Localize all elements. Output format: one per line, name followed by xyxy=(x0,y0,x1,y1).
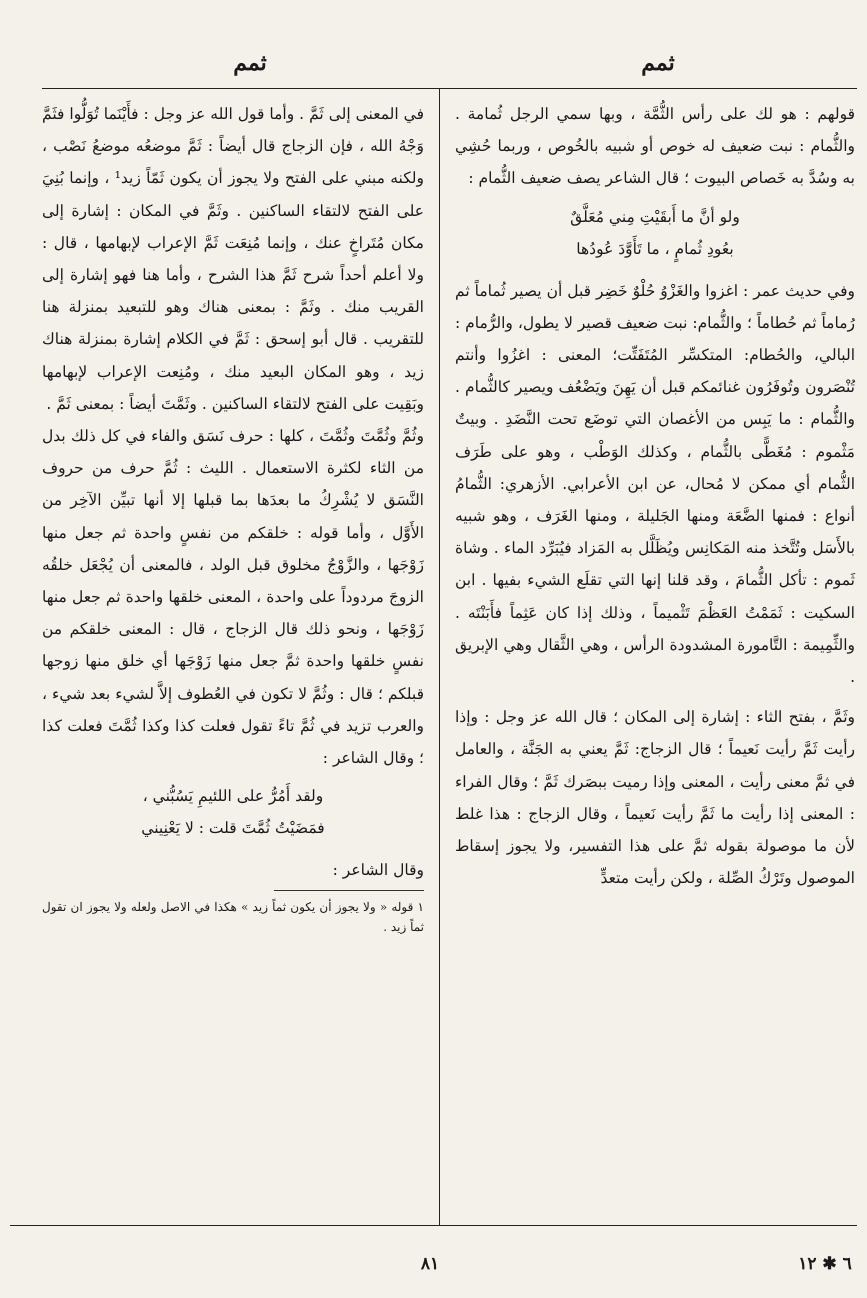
verse-line: ولو أنَّ ما أَبقَيْتِ مِني مُعَلَّقٌ xyxy=(570,207,740,226)
right-paragraph-3: وثَمَّ ، بفتح الثاء : إشارة إلى المكان ؛ قال الله عز وجل : وإذا رأيت ثَمَّ رأيت نَعيماً ؛ قال الزجاج: ثَمَّ يعني به الجَنَّة ، والعامل في ثمَّ معنى رأيت ، المعنى وإذا رميت ببصَرك ثَمَّ ؛ وقال الفراء : المعنى إذا رأيت ما ثَمَّ رأيت نَعيماً ، وقال الزجاج : هذا غلط لأن ما موصولة بقوله ثمَّ على هذا التفسير، ولا يجوز إسقاط الموصول وتَرْكُ الصِّلة ، ولكن رأيت متعدٍّ xyxy=(455,708,855,888)
signature-mark: ٦ ✱ ١٢ xyxy=(798,1254,852,1274)
right-column xyxy=(455,98,855,894)
column-divider xyxy=(439,88,440,1226)
running-head-right: ثمم xyxy=(641,50,675,76)
left-paragraph-3: وقال الشاعر : xyxy=(332,861,424,880)
verse-line: بعُودِ ثُمامٍ ، ما تَأَوَّدَ عُودُها xyxy=(576,239,734,258)
page-number: ٨١ xyxy=(420,1254,440,1274)
footnote: ١ قوله « ولا يجوز أن يكون ثماً زيد » هكذا في الاصل ولعله ولا يجوز ان تقول ثماً زيد . xyxy=(42,900,424,935)
right-paragraph-1: قولهم : هو لك على رأس الثُّمَّة ، وبها سمي الرجل ثُمامة . والثُّمام : نبت ضعيف له خوص أو شبيه بالخُوص ، وربما حُشِي به وسُدَّ به خَصاص البيوت ؛ قال الشاعر يصف ضعيف الثُّمام : xyxy=(455,105,855,188)
footer-rule xyxy=(10,1225,857,1226)
verse-block-1 xyxy=(455,201,855,265)
left-paragraph-1: في المعنى إلى ثَمَّ . وأما قول الله عز وجل : فأَيْنَما تُوَلُّوا فثَمَّ وَجْهُ الله ، فإن الزجاج قال أيضاً : ثَمَّ موضعُه موضعُ نَصْب ، ولكنه مبني على الفتح ولا يجوز أن يكون ثَمّاً زيد¹ ، وإنما بُنِيَ على الفتح لالتقاء الساكنين . وثَمَّ في المكان : إشارة إلى مكان مُتَراخٍ عنك ، وإنما مُنِعَت ثَمَّ الإعراب لإبهامها ، قال : ولا أعلم أحداً شرح ثَمَّ هذا الشرح ، وأما هنا فهو إشارة إلى القريب منك . وثَمَّ : بمعنى هناك وهو للتبعيد بمنزلة هنا للتقريب . قال أبو إسحق : ثَمَّ في الكلام إشارة بمنزلة هناك زيد ، وهو المكان البعيد منك ، ومُنِعت الإعراب لإبهامها وبَقِيت على الفتح لالتقاء الساكنين . وثَمَّتَ أيضاً : بمعنى ثَمَّ . xyxy=(42,105,424,413)
verse-block-2 xyxy=(42,780,424,844)
header-rule xyxy=(42,88,857,89)
verse-line: فمَضَيْتُ ثُمَّتَ قلت : لا يَعْنِيني xyxy=(141,819,325,838)
running-head-left: ثمم xyxy=(233,50,267,76)
footnote-rule xyxy=(274,890,424,891)
left-paragraph-2: وثُمَّ وثُمَّتَ وثُمَّتَ ، كلها : حرف نَسَق والفاء في كل ذلك بدل من الثاء لكثرة الاستعمال . الليث : ثُمَّ حرف من حروف النَّسَق لا يُشْرِكُ ما بعدَها بما قبلها إلا أنها تبيِّن الآخِر من الأَوَّل ، وأما قوله : خلقكم من نفسٍ واحدة ثم جعل منها زَوْجَها ، والزَّوْجُ مخلوق قبل الولد ، فالمعنى أن يُجْعَل خلقُه الزوجَ مردوداً على واحدة ، المعنى خلقها واحدة ثم جعل منها زَوْجَها ، ونحو ذلك قال الزجاج ، قال : المعنى خلقكم من نفسٍ خلقها واحدة ثمَّ جعل منها زَوْجَها أي خلق منها زوجها قبلكم ؛ قال : وثُمَّ لا تكون في العُطوف إلاَّ لشيء بعد شيء ، والعرب تزيد في ثُمَّ تاءً تقول فعلت كذا وكذا ثُمَّتَ فعلت كذا ؛ وقال الشاعر : xyxy=(42,427,424,768)
left-column xyxy=(42,98,424,937)
right-paragraph-2: وفي حديث عمر : اغزوا والغَزْوُ حُلْوٌ خَضِر قبل أن يصير ثُماماً ثم رُماماً ثم حُطاماً ؛ والثُّمام: نبت ضعيف قصير لا يطول، والرُّمام : البالي، والحُطام: المتكسِّر المُتَفَتِّت؛ المعنى : اغزُوا وأنتم تُنْصَرون وتُوفَرُون غنائمكم قبل أن يَهِنَ ويَضْعُف ويصير كالثُّمام . والثُّمام : ما يَبِس من الأغصان التي توضَع تحت النَّضَدِ . وبيتٌ مَثْموم : مُغَطًّى بالثُّمام ، وكذلك الوَطْب ، وهو على طَرَف الثُّمام أي ممكن لا مُحال، عن ابن الأعرابي. الأزهري: الثُّمامُ أنواع : فمنها الضَّعَة ومنها الجَليلة ، ومنها الغَرَف ، وهو شبيه بالأَسَل وتُتَّخذ منه المَكانِس ويُظَلَّل به المَزاد فيُبَرِّد الماء . وشاة ثَموم : تأكل الثُّمامَ ، وقد قلنا إنها التي تقلَع الشيء بفيها . ابن السكيت : ثَمَمْتُ العَظْمَ تَثْميماً ، وذلك إذا كان عَثِماً فأَبَنْتَه . والثِّمِيمة : التَّامورة المشدودة الرأس ، وهي الثَّقال وهي الإبريق . xyxy=(455,281,855,687)
verse-line: ولقد أَمُرُّ على اللئيمِ يَسُبُّني ، xyxy=(142,787,324,806)
